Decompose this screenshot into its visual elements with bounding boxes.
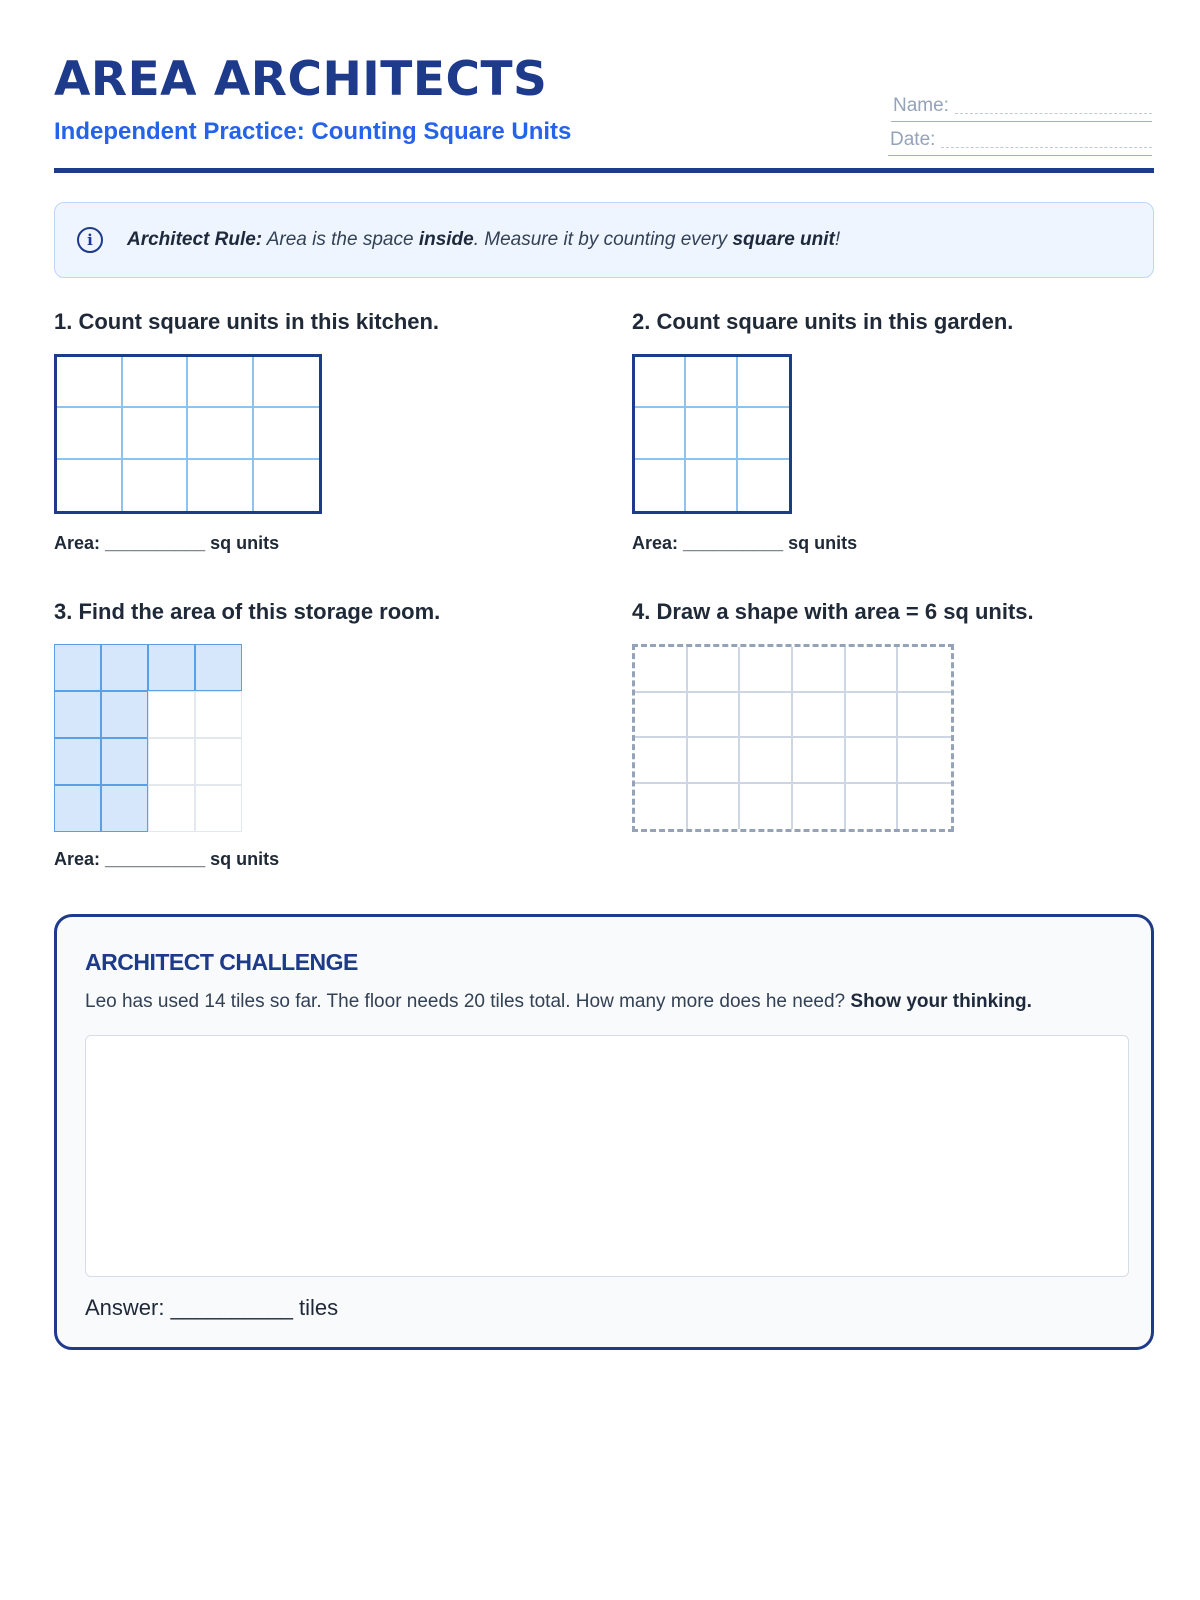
- shaded-square-unit: [54, 691, 101, 738]
- square-unit: [635, 357, 686, 408]
- worksheet-title: AREA ARCHITECTS: [54, 52, 548, 107]
- callout-text-1: Area is the space: [262, 229, 419, 250]
- shaded-square-unit: [101, 691, 148, 738]
- problem-2-area-label: Area: __________ sq units: [632, 533, 858, 553]
- square-unit: [123, 357, 189, 408]
- shaded-square-unit: [54, 644, 101, 691]
- date-blank: [941, 147, 1152, 148]
- date-field[interactable]: [888, 122, 1152, 156]
- square-unit: [195, 738, 242, 785]
- square-unit[interactable]: [740, 738, 793, 784]
- square-unit[interactable]: [846, 693, 899, 739]
- storage-room-grid: [54, 644, 242, 832]
- square-unit[interactable]: [793, 738, 846, 784]
- square-unit: [738, 408, 789, 459]
- shaded-square-unit: [101, 644, 148, 691]
- worksheet-subtitle: Independent Practice: Counting Square Units: [54, 118, 572, 145]
- square-unit[interactable]: [688, 738, 741, 784]
- square-unit[interactable]: [740, 693, 793, 739]
- square-unit: [123, 408, 189, 459]
- shaded-square-unit: [148, 644, 195, 691]
- problem-1-title: 1. Count square units in this kitchen.: [54, 309, 440, 334]
- square-unit[interactable]: [740, 784, 793, 830]
- callout-lead: Architect Rule:: [127, 229, 263, 250]
- square-unit[interactable]: [740, 647, 793, 693]
- square-unit[interactable]: [688, 647, 741, 693]
- challenge-title: ARCHITECT CHALLENGE: [85, 949, 358, 975]
- square-unit[interactable]: [793, 647, 846, 693]
- square-unit: [57, 408, 123, 459]
- square-unit: [254, 460, 320, 511]
- shaded-square-unit: [195, 644, 242, 691]
- architect-rule-callout: [54, 202, 1154, 278]
- square-unit[interactable]: [898, 647, 951, 693]
- square-unit: [57, 460, 123, 511]
- date-label: Date:: [890, 129, 936, 150]
- callout-text: [127, 229, 840, 251]
- callout-bold-square-unit: square unit: [732, 229, 835, 250]
- square-unit: [635, 408, 686, 459]
- problem-3-area-label: Area: __________ sq units: [54, 849, 280, 869]
- name-blank: [955, 113, 1152, 114]
- work-space-box[interactable]: [85, 1035, 1129, 1277]
- challenge-emphasis: Show your thinking.: [850, 991, 1032, 1012]
- square-unit: [635, 460, 686, 511]
- name-field[interactable]: [891, 88, 1152, 122]
- square-unit: [188, 408, 254, 459]
- square-unit[interactable]: [688, 693, 741, 739]
- square-unit[interactable]: [898, 784, 951, 830]
- square-unit: [686, 460, 737, 511]
- square-unit: [188, 460, 254, 511]
- drawing-grid[interactable]: [632, 644, 954, 832]
- square-unit: [188, 357, 254, 408]
- square-unit[interactable]: [793, 693, 846, 739]
- shaded-square-unit: [54, 738, 101, 785]
- square-unit[interactable]: [635, 738, 688, 784]
- square-unit[interactable]: [846, 738, 899, 784]
- square-unit[interactable]: [635, 693, 688, 739]
- problem-4-title: 4. Draw a shape with area = 6 sq units.: [632, 599, 1034, 624]
- info-icon: i: [77, 227, 103, 253]
- square-unit[interactable]: [898, 693, 951, 739]
- callout-bold-inside: inside: [418, 229, 474, 250]
- square-unit: [738, 357, 789, 408]
- square-unit: [686, 357, 737, 408]
- square-unit: [57, 357, 123, 408]
- problem-1-area-label: Area: __________ sq units: [54, 533, 280, 553]
- header-divider: [54, 168, 1154, 173]
- square-unit[interactable]: [846, 784, 899, 830]
- callout-text-2: . Measure it by counting every: [473, 229, 733, 250]
- square-unit: [148, 785, 195, 832]
- square-unit[interactable]: [898, 738, 951, 784]
- square-unit[interactable]: [793, 784, 846, 830]
- callout-text-3: !: [834, 229, 841, 250]
- architect-challenge-box: [54, 914, 1154, 1350]
- shaded-square-unit: [101, 785, 148, 832]
- square-unit: [123, 460, 189, 511]
- square-unit: [254, 357, 320, 408]
- square-unit: [254, 408, 320, 459]
- square-unit[interactable]: [846, 647, 899, 693]
- challenge-question: Leo has used 14 tiles so far. The floor needs 20 tiles total. How many more does he need?: [85, 991, 851, 1012]
- square-unit: [686, 408, 737, 459]
- square-unit[interactable]: [688, 784, 741, 830]
- square-unit: [148, 691, 195, 738]
- problem-3-title: 3. Find the area of this storage room.: [54, 599, 441, 624]
- shaded-square-unit: [54, 785, 101, 832]
- square-unit[interactable]: [635, 784, 688, 830]
- problem-2-title: 2. Count square units in this garden.: [632, 309, 1014, 334]
- challenge-prompt: [85, 991, 1032, 1013]
- square-unit: [195, 691, 242, 738]
- square-unit[interactable]: [635, 647, 688, 693]
- name-label: Name:: [893, 95, 949, 116]
- square-unit: [148, 738, 195, 785]
- challenge-answer-label: Answer: __________ tiles: [85, 1295, 339, 1320]
- garden-grid: [632, 354, 792, 514]
- square-unit: [738, 460, 789, 511]
- kitchen-grid: [54, 354, 322, 514]
- square-unit: [195, 785, 242, 832]
- shaded-square-unit: [101, 738, 148, 785]
